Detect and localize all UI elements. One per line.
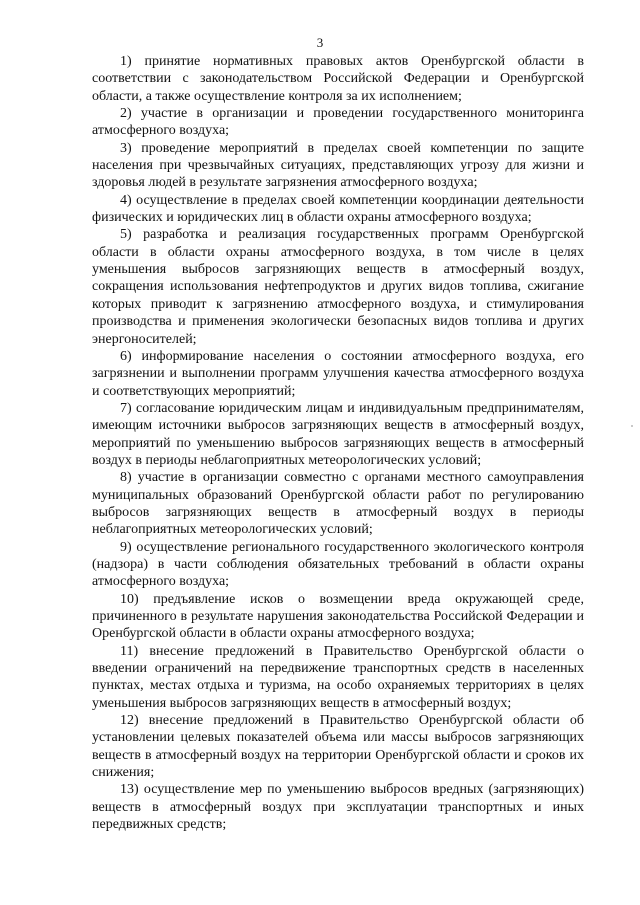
list-item: 12) внесение предложений в Правительство Оренбургской области об установлении целевых показателей объема или массы выбросов загрязняющих веществ в атмосферный воздух на территории Оренбургской области и сроков их снижения; bbox=[92, 713, 584, 781]
list-item: 8) участие в организации совместно с органами местного самоуправления муниципальных образований Оренбургской области работ по регулированию выбросов загрязняющих веществ в атмосферный воздух в периоды неблагоприятных метеорологических условий; bbox=[92, 470, 584, 538]
list-item: 11) внесение предложений в Правительство Оренбургской области о введении ограничений на передвижение транспортных средств в населенных пунктах, местах отдыха и туризма, на особо охраняемых территориях в целях уменьшения выбросов загрязняющих веществ в атмосферный воздух; bbox=[92, 643, 584, 711]
list-item: 9) осуществление регионального государственного экологического контроля (надзора) в части соблюдения обязательных требований в области охраны атмосферного воздуха; bbox=[92, 539, 584, 590]
list-item: 2) участие в организации и проведении государственного мониторинга атмосферного воздуха; bbox=[92, 106, 584, 139]
page-number: 3 bbox=[316, 35, 324, 50]
list-item: 10) предъявление исков о возмещении вреда окружающей среде, причиненного в результате нарушения законодательства Российской Федерации и Оренбургской области в области охраны атмосферного воздуха; bbox=[92, 591, 584, 642]
list-item: 13) осуществление мер по уменьшению выбросов вредных (загрязняющих) веществ в атмосферный воздух при эксплуатации транспортных и иных передвижных средств; bbox=[92, 782, 584, 833]
list-item: 4) осуществление в пределах своей компетенции координации деятельности физических и юридических лиц в области охраны атмосферного воздуха; bbox=[92, 192, 584, 226]
list-item: 6) информирование населения о состоянии атмосферного воздуха, его загрязнении и выполнении программ улучшения качества атмосферного воздуха и соответствующих мероприятий; bbox=[92, 348, 584, 399]
list-item: 5) разработка и реализация государственных программ Оренбургской области в области охраны атмосферного воздуха, в том числе в целях уменьшения выбросов загрязняющих веществ в атмосферный воздух, сокращения использования нефтепродуктов и других видов топлива, сжигание которых приводит к загрязнению атмосферного воздуха, и стимулирования производства и применения экологически безопасных видов топлива и других энергоносителей; bbox=[92, 227, 584, 347]
scan-speck bbox=[631, 425, 633, 427]
list-item: 3) проведение мероприятий в пределах своей компетенции по защите населения при чрезвычайных ситуациях, представляющих угрозу для жизни и здоровья людей в результате загрязнения атмосферного воздуха; bbox=[92, 140, 584, 191]
document-body bbox=[92, 53, 584, 833]
list-item: 1) принятие нормативных правовых актов Оренбургской области в соответствии с законодательством Российской Федерации и Оренбургской области, а также осуществление контроля за их исполнением; bbox=[92, 54, 584, 104]
list-item: 7) согласование юридическим лицам и индивидуальным предпринимателям, имеющим источники выбросов загрязняющих веществ в атмосферный воздух, мероприятий по уменьшению выбросов загрязняющих веществ в атмосферный воздух в периоды неблагоприятных метеорологических условий; bbox=[92, 400, 584, 468]
